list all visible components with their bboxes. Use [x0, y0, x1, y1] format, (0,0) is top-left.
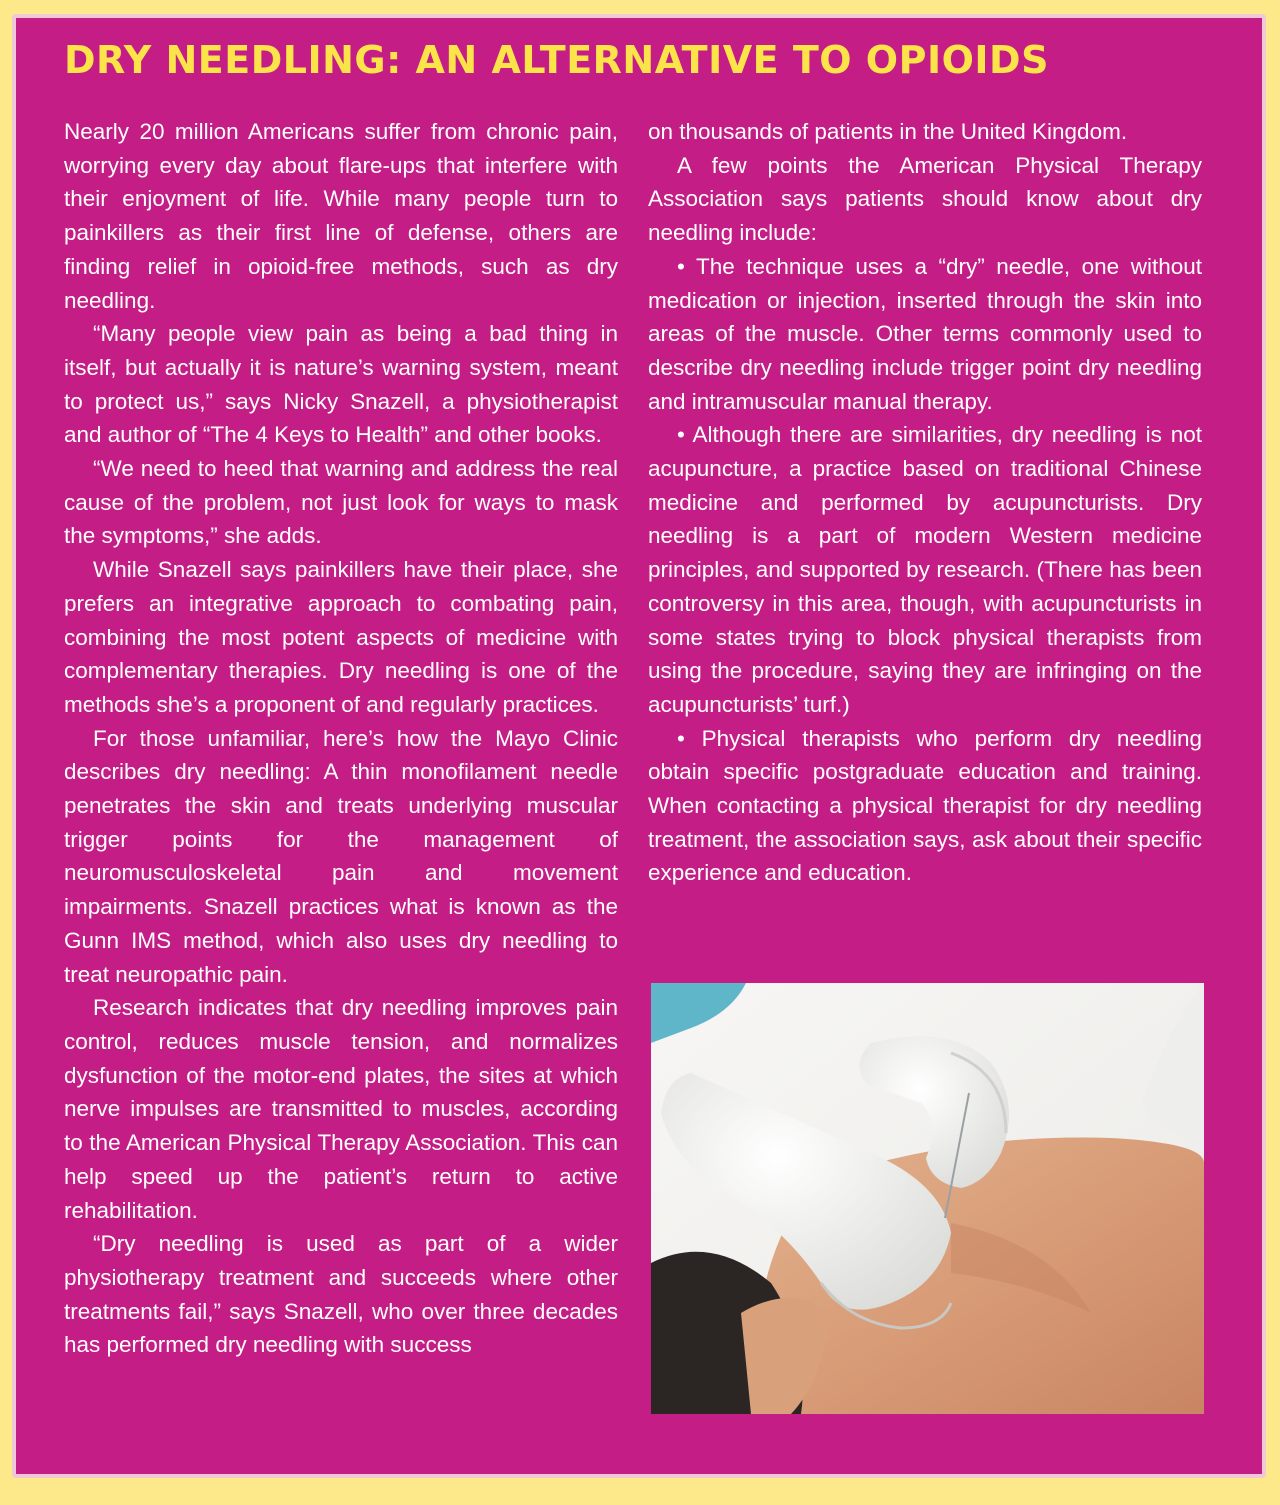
bullet-item: • Although there are similarities, dry needling is not acupuncture, a practice based on traditional Chinese medicine and performed by acupuncturists. Dry needling is a part of modern Western medicine principles, and supported by research. (There has been controversy in this area, though, with acupuncturists in some states trying to block physical therapists from using the procedure, saying they are infringing on the acupuncturists’ turf.)	[648, 422, 1202, 717]
paragraph-continuation: on thousands of patients in the United Kingdom.	[648, 119, 1128, 144]
bullet-item: • The technique uses a “dry” needle, one without medication or injection, inserted through the skin into areas of the muscle. Other terms commonly used to describe dry needling include trigger point dry needling and intramuscular manual therapy.	[648, 253, 1202, 414]
left-column	[64, 115, 618, 1362]
paragraph: Nearly 20 million Americans suffer from chronic pain, worrying every day about flare-ups that interfere with their enjoyment of life. While many people turn to painkillers as their first line of defense, others are finding relief in opioid-free methods, such as dry needling.	[64, 119, 618, 313]
article-title: DRY NEEDLING: AN ALTERNATIVE TO OPIOIDS	[64, 38, 1049, 82]
bullet-item: • Physical therapists who perform dry needling obtain specific postgraduate education and training. When contacting a physical therapist for dry needling treatment, the association says, ask about their specific experience and education.	[648, 725, 1202, 886]
dry-needling-photo	[651, 983, 1204, 1414]
paragraph: While Snazell says painkillers have their place, she prefers an integrative approach to combating pain, combining the most potent aspects of medicine with complementary therapies. Dry needling is one of the methods she’s a proponent of and regularly practices.	[64, 557, 618, 717]
paragraph: A few points the American Physical Therapy Association says patients should know about dry needling include:	[648, 152, 1202, 246]
paragraph: “We need to heed that warning and address the real cause of the problem, not just look for ways to mask the symptoms,” she adds.	[64, 456, 618, 549]
paragraph: For those unfamiliar, here’s how the Mayo Clinic describes dry needling: A thin monofilament needle penetrates the skin and treats underlying muscular trigger points for the management of neuromusculoskeletal pain and movement impairments. Snazell practices what is known as the Gunn IMS method, which also uses dry needling to treat neuropathic pain.	[64, 725, 618, 987]
paragraph: “Many people view pain as being a bad thing in itself, but actually it is nature’s warning system, meant to protect us,” says Nicky Snazell, a physiotherapist and author of “The 4 Keys to Health” and other books.	[64, 321, 618, 448]
paragraph: “Dry needling is used as part of a wider physiotherapy treatment and succeeds where other treatments fail,” says Snazell, who over three decades has performed dry needling with success	[64, 1231, 618, 1358]
right-column	[648, 115, 1202, 890]
paragraph: Research indicates that dry needling improves pain control, reduces muscle tension, and normalizes dysfunction of the motor-end plates, the sites at which nerve impulses are transmitted to muscles, according to the American Physical Therapy Association. This can help speed up the patient’s return to active rehabilitation.	[64, 995, 618, 1223]
